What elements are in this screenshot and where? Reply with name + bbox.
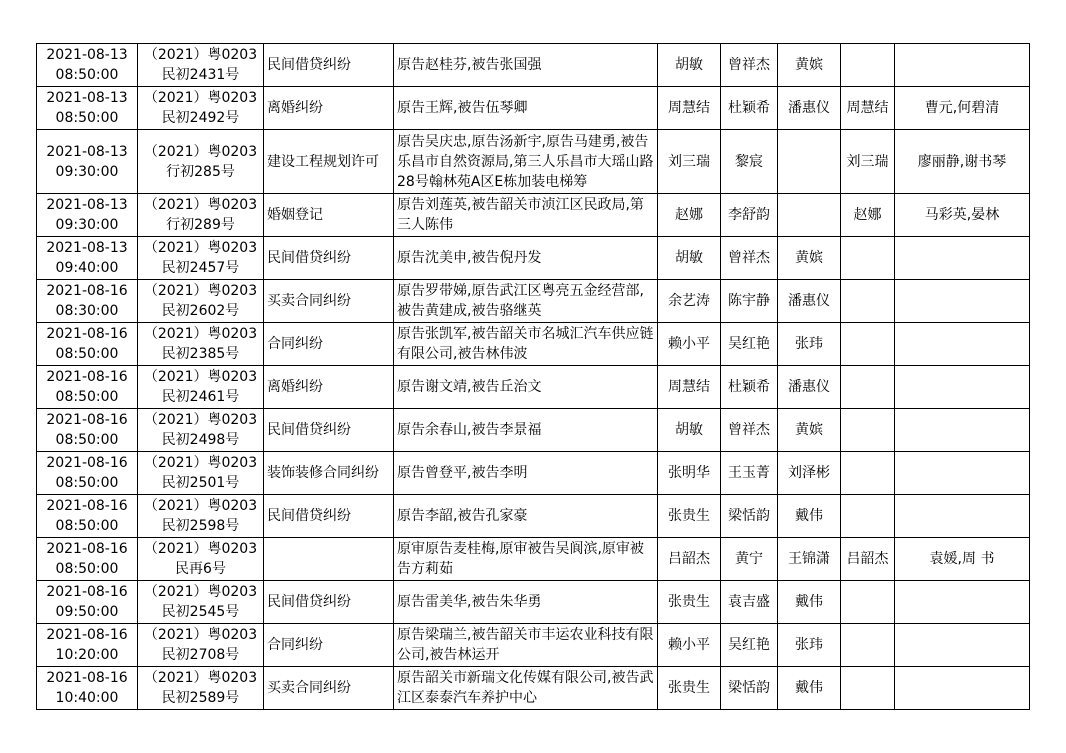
hearing-time: 09:50:00	[55, 604, 119, 620]
member-cell	[721, 130, 778, 194]
judge-cell	[658, 366, 721, 409]
hearing-date: 2021-08-16	[46, 627, 128, 643]
table-row	[37, 237, 1030, 280]
case-number-prefix: （2021）粤0203	[143, 240, 258, 256]
judge-cell	[658, 667, 721, 710]
member-name: 杜颖希	[728, 379, 770, 395]
table-row	[37, 366, 1030, 409]
clerk-name: 戴伟	[795, 594, 823, 610]
case-number-suffix: 民初2602号	[161, 303, 240, 319]
table-row	[37, 194, 1030, 237]
case-cause: 买卖合同纠纷	[267, 293, 351, 309]
parties: 原告刘莲英,被告韶关市浈江区民政局,第三人陈伟	[397, 197, 644, 233]
judge-name: 吕韶杰	[668, 551, 710, 567]
hearing-date: 2021-08-16	[46, 369, 128, 385]
hearing-datetime-cell	[37, 538, 138, 581]
table-row	[37, 44, 1030, 87]
judge-cell	[658, 581, 721, 624]
clerk-name: 张玮	[795, 637, 823, 653]
judge-cell	[658, 87, 721, 130]
case-cause-cell	[264, 538, 394, 581]
parties-cell	[394, 280, 658, 323]
case-number-cell	[138, 280, 264, 323]
member-name: 曾祥杰	[728, 250, 770, 266]
jurors-cell	[895, 624, 1030, 667]
case-number-prefix: （2021）粤0203	[143, 455, 258, 471]
parties-cell	[394, 237, 658, 280]
table-row	[37, 452, 1030, 495]
parties: 原告雷美华,被告朱华勇	[397, 594, 542, 610]
case-number-prefix: （2021）粤0203	[143, 670, 258, 686]
hearing-datetime-cell	[37, 452, 138, 495]
hearing-date: 2021-08-16	[46, 326, 128, 342]
hearing-datetime-cell	[37, 87, 138, 130]
clerk-name: 潘惠仪	[788, 293, 830, 309]
case-number-suffix: 民初2598号	[161, 518, 240, 534]
case-cause: 民间借贷纠纷	[267, 594, 351, 610]
case-cause-cell	[264, 366, 394, 409]
case-number-prefix: （2021）粤0203	[143, 90, 258, 106]
clerk-name: 黄嫔	[795, 250, 823, 266]
presiding-cell	[841, 87, 895, 130]
case-number-suffix: 民初2431号	[161, 67, 240, 83]
hearing-datetime-cell	[37, 667, 138, 710]
case-number-cell	[138, 581, 264, 624]
clerk-name: 潘惠仪	[788, 100, 830, 116]
member-name: 杜颖希	[728, 100, 770, 116]
hearing-time: 08:50:00	[55, 518, 119, 534]
table-row	[37, 538, 1030, 581]
jurors-cell	[895, 87, 1030, 130]
case-number-cell	[138, 409, 264, 452]
hearing-date: 2021-08-13	[46, 47, 128, 63]
case-cause: 合同纠纷	[267, 637, 323, 653]
case-number-cell	[138, 194, 264, 237]
hearing-datetime-cell	[37, 237, 138, 280]
clerk-cell	[778, 538, 841, 581]
judge-cell	[658, 44, 721, 87]
judge-name: 刘三瑞	[668, 153, 710, 170]
table-row	[37, 495, 1030, 538]
judge-name: 张贵生	[668, 594, 710, 610]
judge-cell	[658, 323, 721, 366]
parties: 原告吴庆忠,原告汤新宇,原告马建勇,被告乐昌市自然资源局,第三人乐昌市大瑶山路28号翰林苑A区E栋加装电梯筹	[397, 133, 654, 190]
parties: 原告余春山,被告李景福	[397, 422, 542, 438]
hearing-time: 08:50:00	[55, 110, 119, 126]
parties-cell	[394, 667, 658, 710]
case-number-prefix: （2021）粤0203	[143, 369, 258, 385]
parties-cell	[394, 130, 658, 194]
clerk-cell	[778, 366, 841, 409]
hearing-time: 08:30:00	[55, 303, 119, 319]
case-cause-cell	[264, 237, 394, 280]
hearing-time: 10:20:00	[55, 647, 119, 663]
hearing-date: 2021-08-16	[46, 498, 128, 514]
case-number-prefix: （2021）粤0203	[143, 47, 258, 63]
case-number-suffix: 民初2498号	[161, 432, 240, 448]
case-number-suffix: 民初2708号	[161, 647, 240, 663]
member-cell	[721, 44, 778, 87]
clerk-cell	[778, 452, 841, 495]
case-cause-cell	[264, 581, 394, 624]
clerk-cell	[778, 667, 841, 710]
table-row	[37, 323, 1030, 366]
parties: 原告谢文靖,被告丘治文	[397, 379, 542, 395]
parties-cell	[394, 44, 658, 87]
case-number-cell	[138, 130, 264, 194]
hearing-datetime-cell	[37, 130, 138, 194]
member-cell	[721, 667, 778, 710]
table-row	[37, 409, 1030, 452]
judge-name: 周慧结	[668, 379, 710, 395]
judge-cell	[658, 538, 721, 581]
parties: 原告赵桂芬,被告张国强	[397, 57, 542, 73]
judge-name: 胡敏	[675, 250, 703, 266]
judge-cell	[658, 194, 721, 237]
case-number-prefix: （2021）粤0203	[143, 498, 258, 514]
hearing-time: 09:30:00	[55, 163, 119, 180]
hearing-datetime-cell	[37, 44, 138, 87]
case-number-prefix: （2021）粤0203	[143, 197, 258, 213]
case-cause: 民间借贷纠纷	[267, 508, 351, 524]
clerk-name: 黄嫔	[795, 422, 823, 438]
clerk-cell	[778, 323, 841, 366]
parties-cell	[394, 538, 658, 581]
hearing-date: 2021-08-16	[46, 283, 128, 299]
clerk-name: 戴伟	[795, 680, 823, 696]
hearing-datetime-cell	[37, 366, 138, 409]
member-cell	[721, 237, 778, 280]
member-cell	[721, 538, 778, 581]
member-cell	[721, 495, 778, 538]
judge-cell	[658, 237, 721, 280]
case-cause: 离婚纠纷	[267, 379, 323, 395]
case-cause: 买卖合同纠纷	[267, 680, 351, 696]
presiding-name: 周慧结	[846, 100, 889, 116]
member-cell	[721, 452, 778, 495]
hearing-date: 2021-08-13	[46, 197, 128, 213]
member-name: 李舒韵	[728, 207, 770, 223]
table-row	[37, 581, 1030, 624]
case-cause-cell	[264, 495, 394, 538]
case-number-suffix: 民初2461号	[161, 389, 240, 405]
hearing-time: 08:50:00	[55, 346, 119, 362]
case-number-cell	[138, 323, 264, 366]
jurors-names: 廖丽静,谢书琴	[917, 153, 1007, 170]
member-name: 吴红艳	[728, 637, 770, 653]
case-cause-cell	[264, 87, 394, 130]
member-name: 梁恬韵	[728, 508, 770, 524]
presiding-cell	[841, 130, 895, 194]
case-number-suffix: 民初2385号	[161, 346, 240, 362]
hearing-schedule-table	[36, 43, 1030, 710]
case-number-prefix: （2021）粤0203	[143, 541, 258, 557]
presiding-cell	[841, 323, 895, 366]
judge-name: 张贵生	[668, 508, 710, 524]
case-cause: 装饰装修合同纠纷	[267, 465, 379, 481]
parties-cell	[394, 194, 658, 237]
table-row	[37, 87, 1030, 130]
hearing-date: 2021-08-13	[46, 143, 128, 160]
case-number-suffix: 行初285号	[166, 163, 235, 180]
clerk-cell	[778, 280, 841, 323]
presiding-cell	[841, 667, 895, 710]
hearing-time: 08:50:00	[55, 432, 119, 448]
case-number-suffix: 民再6号	[175, 561, 226, 577]
hearing-time: 08:50:00	[55, 389, 119, 405]
case-cause-cell	[264, 452, 394, 495]
parties-cell	[394, 452, 658, 495]
member-name: 吴红艳	[728, 336, 770, 352]
clerk-name: 刘泽彬	[788, 465, 830, 481]
judge-cell	[658, 280, 721, 323]
parties-cell	[394, 495, 658, 538]
clerk-cell	[778, 624, 841, 667]
jurors-cell	[895, 581, 1030, 624]
member-name: 黎宸	[735, 153, 763, 170]
case-number-suffix: 民初2501号	[161, 475, 240, 491]
judge-name: 胡敏	[675, 422, 703, 438]
jurors-cell	[895, 452, 1030, 495]
parties-cell	[394, 581, 658, 624]
case-cause-cell	[264, 194, 394, 237]
jurors-cell	[895, 194, 1030, 237]
jurors-names: 马彩英,晏林	[924, 207, 1000, 223]
case-cause-cell	[264, 624, 394, 667]
judge-name: 胡敏	[675, 57, 703, 73]
presiding-cell	[841, 44, 895, 87]
clerk-name: 张玮	[795, 336, 823, 352]
presiding-name: 刘三瑞	[846, 153, 889, 170]
hearing-time: 08:50:00	[55, 475, 119, 491]
case-cause: 民间借贷纠纷	[267, 57, 351, 73]
hearing-date: 2021-08-13	[46, 240, 128, 256]
table-row	[37, 130, 1030, 194]
presiding-name: 赵娜	[853, 207, 882, 223]
case-cause: 合同纠纷	[267, 336, 323, 352]
parties-cell	[394, 323, 658, 366]
hearing-datetime-cell	[37, 280, 138, 323]
table-row	[37, 624, 1030, 667]
clerk-name: 王锦潇	[788, 551, 830, 567]
clerk-cell	[778, 581, 841, 624]
member-name: 梁恬韵	[728, 680, 770, 696]
member-cell	[721, 624, 778, 667]
hearing-time: 10:40:00	[55, 690, 119, 706]
hearing-datetime-cell	[37, 624, 138, 667]
hearing-datetime-cell	[37, 495, 138, 538]
case-number-suffix: 民初2545号	[161, 604, 240, 620]
judge-cell	[658, 130, 721, 194]
clerk-cell	[778, 409, 841, 452]
case-cause-cell	[264, 130, 394, 194]
parties: 原告王辉,被告伍琴卿	[397, 100, 528, 116]
jurors-cell	[895, 323, 1030, 366]
member-cell	[721, 194, 778, 237]
member-cell	[721, 280, 778, 323]
case-number-cell	[138, 237, 264, 280]
table-row	[37, 667, 1030, 710]
case-number-suffix: 民初2492号	[161, 110, 240, 126]
jurors-cell	[895, 130, 1030, 194]
case-number-cell	[138, 495, 264, 538]
case-cause: 离婚纠纷	[267, 100, 323, 116]
hearing-datetime-cell	[37, 194, 138, 237]
case-number-cell	[138, 538, 264, 581]
clerk-name: 戴伟	[795, 508, 823, 524]
clerk-cell	[778, 130, 841, 194]
presiding-cell	[841, 581, 895, 624]
member-cell	[721, 323, 778, 366]
jurors-cell	[895, 495, 1030, 538]
member-cell	[721, 581, 778, 624]
jurors-cell	[895, 538, 1030, 581]
parties-cell	[394, 409, 658, 452]
case-cause: 婚姻登记	[267, 207, 323, 223]
presiding-cell	[841, 280, 895, 323]
member-name: 陈宇静	[728, 293, 770, 309]
member-name: 王玉菁	[728, 465, 770, 481]
clerk-name: 黄嫔	[795, 57, 823, 73]
jurors-cell	[895, 409, 1030, 452]
table-row	[37, 280, 1030, 323]
clerk-cell	[778, 44, 841, 87]
judge-cell	[658, 495, 721, 538]
jurors-cell	[895, 237, 1030, 280]
case-cause: 建设工程规划许可	[267, 153, 379, 170]
presiding-cell	[841, 409, 895, 452]
hearing-date: 2021-08-16	[46, 584, 128, 600]
jurors-cell	[895, 667, 1030, 710]
parties-cell	[394, 624, 658, 667]
case-number-prefix: （2021）粤0203	[143, 143, 258, 160]
case-number-cell	[138, 366, 264, 409]
case-number-prefix: （2021）粤0203	[143, 326, 258, 342]
hearing-date: 2021-08-13	[46, 90, 128, 106]
presiding-cell	[841, 452, 895, 495]
member-cell	[721, 87, 778, 130]
parties-cell	[394, 87, 658, 130]
parties: 原告罗带娣,原告武江区粤亮五金经营部,被告黄建成,被告骆继英	[397, 283, 644, 319]
jurors-cell	[895, 44, 1030, 87]
hearing-datetime-cell	[37, 409, 138, 452]
parties: 原告韶关市新瑞文化传媒有限公司,被告武江区泰泰汽车养护中心	[397, 670, 654, 706]
clerk-name: 潘惠仪	[788, 379, 830, 395]
case-number-prefix: （2021）粤0203	[143, 412, 258, 428]
presiding-cell	[841, 495, 895, 538]
hearing-date: 2021-08-16	[46, 670, 128, 686]
case-number-prefix: （2021）粤0203	[143, 283, 258, 299]
judge-name: 赵娜	[675, 207, 703, 223]
hearing-date: 2021-08-16	[46, 455, 128, 471]
presiding-cell	[841, 538, 895, 581]
judge-name: 余艺涛	[668, 293, 710, 309]
hearing-datetime-cell	[37, 323, 138, 366]
member-name: 袁吉盛	[728, 594, 770, 610]
parties: 原告沈美申,被告倪丹发	[397, 250, 542, 266]
case-cause-cell	[264, 667, 394, 710]
case-number-cell	[138, 87, 264, 130]
clerk-cell	[778, 194, 841, 237]
hearing-time: 08:50:00	[55, 561, 119, 577]
case-cause: 民间借贷纠纷	[267, 422, 351, 438]
judge-cell	[658, 624, 721, 667]
parties-cell	[394, 366, 658, 409]
case-number-suffix: 行初289号	[166, 217, 235, 233]
judge-cell	[658, 452, 721, 495]
presiding-name: 吕韶杰	[846, 551, 889, 567]
jurors-cell	[895, 280, 1030, 323]
jurors-names: 曹元,何碧清	[924, 100, 1000, 116]
case-number-cell	[138, 452, 264, 495]
member-name: 黄宁	[735, 551, 763, 567]
case-number-prefix: （2021）粤0203	[143, 584, 258, 600]
member-cell	[721, 409, 778, 452]
parties: 原告梁瑞兰,被告韶关市丰运农业科技有限公司,被告林运开	[397, 627, 654, 663]
case-number-cell	[138, 667, 264, 710]
presiding-cell	[841, 237, 895, 280]
judge-name: 赖小平	[668, 336, 710, 352]
clerk-cell	[778, 495, 841, 538]
judge-name: 周慧结	[668, 100, 710, 116]
judge-cell	[658, 409, 721, 452]
member-name: 曾祥杰	[728, 57, 770, 73]
hearing-datetime-cell	[37, 581, 138, 624]
hearing-time: 09:30:00	[55, 217, 119, 233]
parties: 原审原告麦桂梅,原审被告吴阆滨,原审被告方莉茹	[397, 541, 644, 577]
judge-name: 赖小平	[668, 637, 710, 653]
parties: 原告张凯军,被告韶关市名城汇汽车供应链有限公司,被告林伟波	[397, 326, 654, 362]
jurors-cell	[895, 366, 1030, 409]
parties: 原告李韶,被告孔家豪	[397, 508, 528, 524]
case-cause-cell	[264, 44, 394, 87]
case-number-suffix: 民初2589号	[161, 690, 240, 706]
member-name: 曾祥杰	[728, 422, 770, 438]
presiding-cell	[841, 624, 895, 667]
case-number-suffix: 民初2457号	[161, 260, 240, 276]
jurors-names: 袁媛,周 书	[929, 551, 995, 567]
clerk-cell	[778, 237, 841, 280]
hearing-date: 2021-08-16	[46, 412, 128, 428]
hearing-time: 08:50:00	[55, 67, 119, 83]
clerk-cell	[778, 87, 841, 130]
case-number-prefix: （2021）粤0203	[143, 627, 258, 643]
case-cause: 民间借贷纠纷	[267, 250, 351, 266]
parties: 原告曾登平,被告李明	[397, 465, 528, 481]
hearing-time: 09:40:00	[55, 260, 119, 276]
case-cause-cell	[264, 280, 394, 323]
case-number-cell	[138, 44, 264, 87]
hearing-date: 2021-08-16	[46, 541, 128, 557]
judge-name: 张明华	[668, 465, 710, 481]
member-cell	[721, 366, 778, 409]
presiding-cell	[841, 366, 895, 409]
judge-name: 张贵生	[668, 680, 710, 696]
case-cause-cell	[264, 409, 394, 452]
presiding-cell	[841, 194, 895, 237]
case-number-cell	[138, 624, 264, 667]
case-cause-cell	[264, 323, 394, 366]
